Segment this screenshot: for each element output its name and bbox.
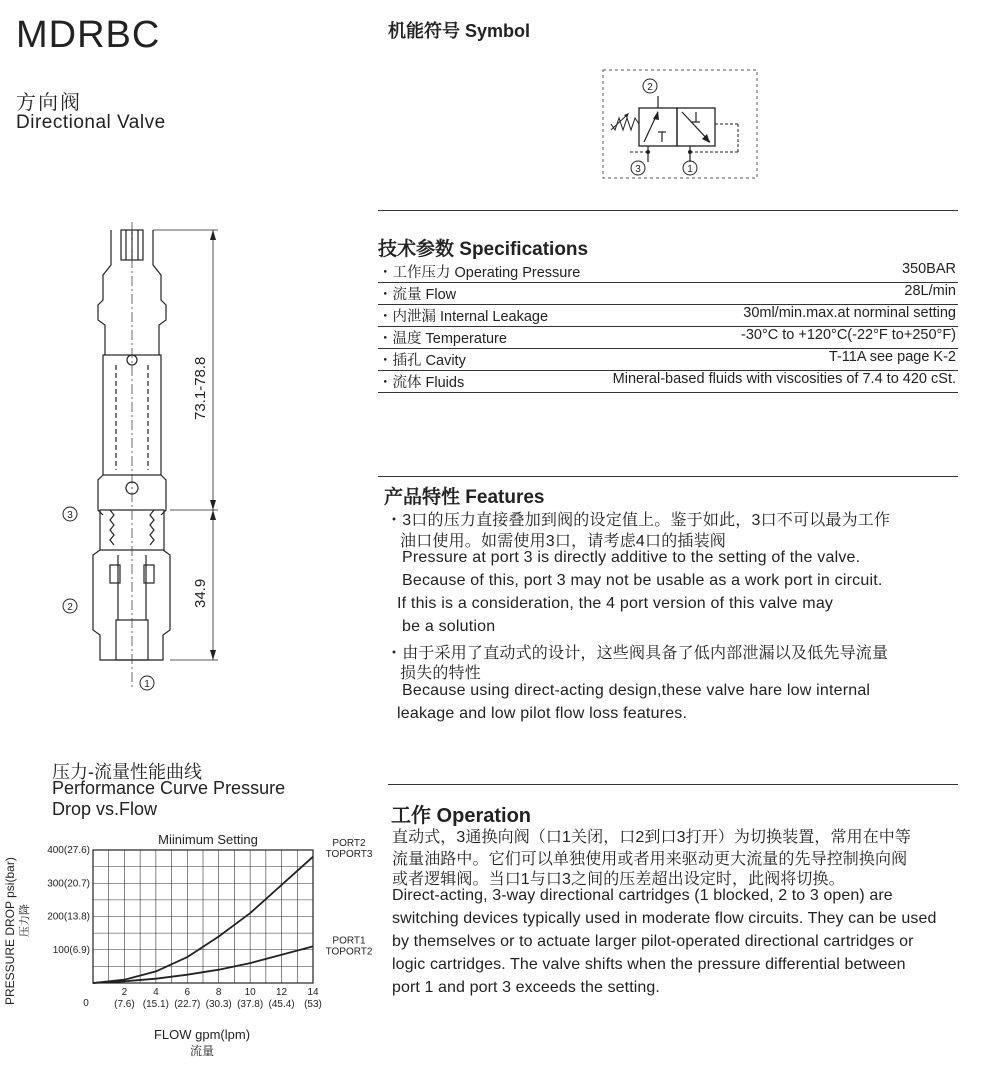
- x-tick-label: 10: [244, 987, 256, 998]
- feature-line: leakage and low pilot flow loss features.: [397, 705, 688, 722]
- chart-title: Miinimum Setting: [158, 832, 258, 847]
- y-axis-label: PRESSURE DROP psi(bar): [3, 857, 17, 1005]
- model-title: MDRBC: [16, 14, 161, 56]
- spec-label: ・温度 Temperature: [378, 331, 507, 347]
- y-axis-label-cn: 压力降: [19, 904, 31, 937]
- spec-label: ・流体 Fluids: [378, 375, 465, 391]
- feature-line: Because of this, port 3 may not be usable as a work port in circuit.: [402, 572, 883, 589]
- spec-value: 350BAR: [901, 261, 956, 277]
- spec-label: ・插孔 Cavity: [378, 353, 466, 369]
- curve-heading-en: Performance Curve Pressure: [52, 778, 286, 798]
- x-axis-label: FLOW gpm(lpm): [153, 1027, 251, 1042]
- x-axis-label-cn: 流量: [189, 1044, 215, 1058]
- curve-heading-cn: 压力-流量性能曲线: [52, 762, 202, 782]
- y-tick-label: 200(13.8): [47, 911, 90, 923]
- hydraulic-symbol: [598, 66, 762, 184]
- features-heading: 产品特性 Features: [384, 487, 545, 508]
- spec-value: -30°C to +120°C(-22°F to+250°F): [740, 327, 956, 343]
- product-name-en: Directional Valve: [16, 112, 166, 133]
- x-tick-label: 4: [153, 987, 159, 998]
- series-label: PORT1: [332, 935, 366, 947]
- spec-row: [378, 348, 958, 371]
- spec-row: [378, 326, 958, 349]
- x-tick-label: 6: [184, 987, 191, 998]
- spec-value: 30ml/min.max.at norminal setting: [743, 305, 956, 321]
- x-tick-label: 14: [307, 987, 319, 998]
- y-tick-label: 300(20.7): [47, 878, 90, 890]
- operation-line: 直动式，3通换向阀（口1关闭，口2到口3打开）为切换装置，常用在中等: [392, 829, 911, 846]
- y-tick-label: 400(27.6): [47, 845, 90, 856]
- x-tick-label-lpm: (7.6): [114, 999, 135, 1010]
- series-label: TOPORT2: [325, 946, 373, 958]
- x-tick-label: 12: [276, 987, 288, 998]
- feature-line: 油口使用。如需使用3口，请考虑4口的插装阀: [400, 533, 726, 550]
- feature-line: Pressure at port 3 is directly additive to the setting of the valve.: [402, 549, 861, 566]
- operation-heading: 工作 Operation: [391, 805, 532, 827]
- dimension-upper: 73.1-78.8: [192, 356, 209, 420]
- feature-line: ・3口的压力直接叠加到阀的设定值上。鉴于如此，3口不可以最为工作: [386, 512, 891, 529]
- spec-value: T-11A see page K-2: [828, 349, 956, 365]
- product-name-cn: 方向阀: [16, 92, 82, 114]
- feature-line: 损失的特性: [400, 665, 482, 682]
- origin-label: 0: [83, 998, 89, 1009]
- x-tick-label-lpm: (22.7): [174, 999, 201, 1010]
- divider: [388, 784, 958, 785]
- spec-row: [378, 260, 958, 283]
- spec-value: 28L/min: [904, 283, 956, 299]
- operation-line: logic cartridges. The valve shifts when the pressure differential between: [392, 956, 906, 973]
- symbol-port-1: 1: [687, 164, 693, 175]
- spec-label: ・流量 Flow: [378, 287, 457, 303]
- drawing-port-2: 2: [67, 602, 73, 613]
- x-tick-label: 8: [215, 987, 222, 998]
- operation-line: 流量油路中。它们可以单独使用或者用来驱动更大流量的先导控制换向阀: [392, 851, 908, 868]
- x-tick-label-lpm: (37.8): [237, 999, 264, 1010]
- spec-row: [378, 304, 958, 327]
- dimension-lower: 34.9: [192, 578, 209, 608]
- x-tick-label: 2: [121, 987, 128, 998]
- divider: [378, 476, 958, 477]
- x-tick-label-lpm: (45.4): [268, 999, 295, 1010]
- feature-line: Because using direct-acting design,these valve hare low internal: [402, 682, 871, 699]
- operation-line: Direct-acting, 3-way directional cartridges (1 blocked, 2 to 3 open) are: [392, 887, 893, 904]
- drawing-port-3: 3: [67, 510, 73, 521]
- specs-heading: 技术参数 Specifications: [378, 239, 589, 260]
- spec-row: [378, 282, 958, 305]
- symbol-heading: 机能符号 Symbol: [388, 21, 531, 41]
- performance-chart: [0, 825, 385, 1065]
- spec-label: ・工作压力 Operating Pressure: [378, 265, 581, 281]
- chart-grid: [93, 850, 313, 983]
- series-label: TOPORT3: [325, 849, 373, 860]
- spec-row: [378, 370, 958, 393]
- spec-label: ・内泄漏 Internal Leakage: [378, 309, 549, 325]
- x-tick-label-lpm: (30.3): [205, 999, 232, 1010]
- operation-line: by themselves or to actuate larger pilot-operated directional cartridges or: [392, 933, 914, 950]
- symbol-port-2: 2: [647, 82, 653, 93]
- spec-value: Mineral-based fluids with viscosities of 7.4 to 420 cSt.: [612, 371, 956, 387]
- symbol-port-3: 3: [635, 164, 641, 175]
- operation-line: 或者逻辑阀。当口1与口3之间的压差超出设定时，此阀将切换。: [392, 871, 845, 888]
- feature-line: ・由于采用了直动式的设计，这些阀具备了低内部泄漏以及低先导流量: [386, 645, 889, 662]
- cartridge-drawing: [58, 220, 243, 695]
- series-label: PORT2: [332, 838, 366, 849]
- feature-line: If this is a consideration, the 4 port version of this valve may: [397, 595, 834, 612]
- curve-heading-en-2: Drop vs.Flow: [52, 799, 158, 819]
- operation-line: port 1 and port 3 exceeds the setting.: [392, 979, 660, 996]
- operation-line: switching devices typically used in moderate flow circuits. They can be used: [392, 910, 937, 927]
- x-tick-label-lpm: (53): [304, 999, 322, 1010]
- feature-line: be a solution: [402, 618, 496, 635]
- divider: [378, 210, 958, 211]
- drawing-port-1: 1: [144, 679, 150, 690]
- y-tick-label: 100(6.9): [52, 944, 90, 956]
- x-tick-label-lpm: (15.1): [142, 999, 169, 1010]
